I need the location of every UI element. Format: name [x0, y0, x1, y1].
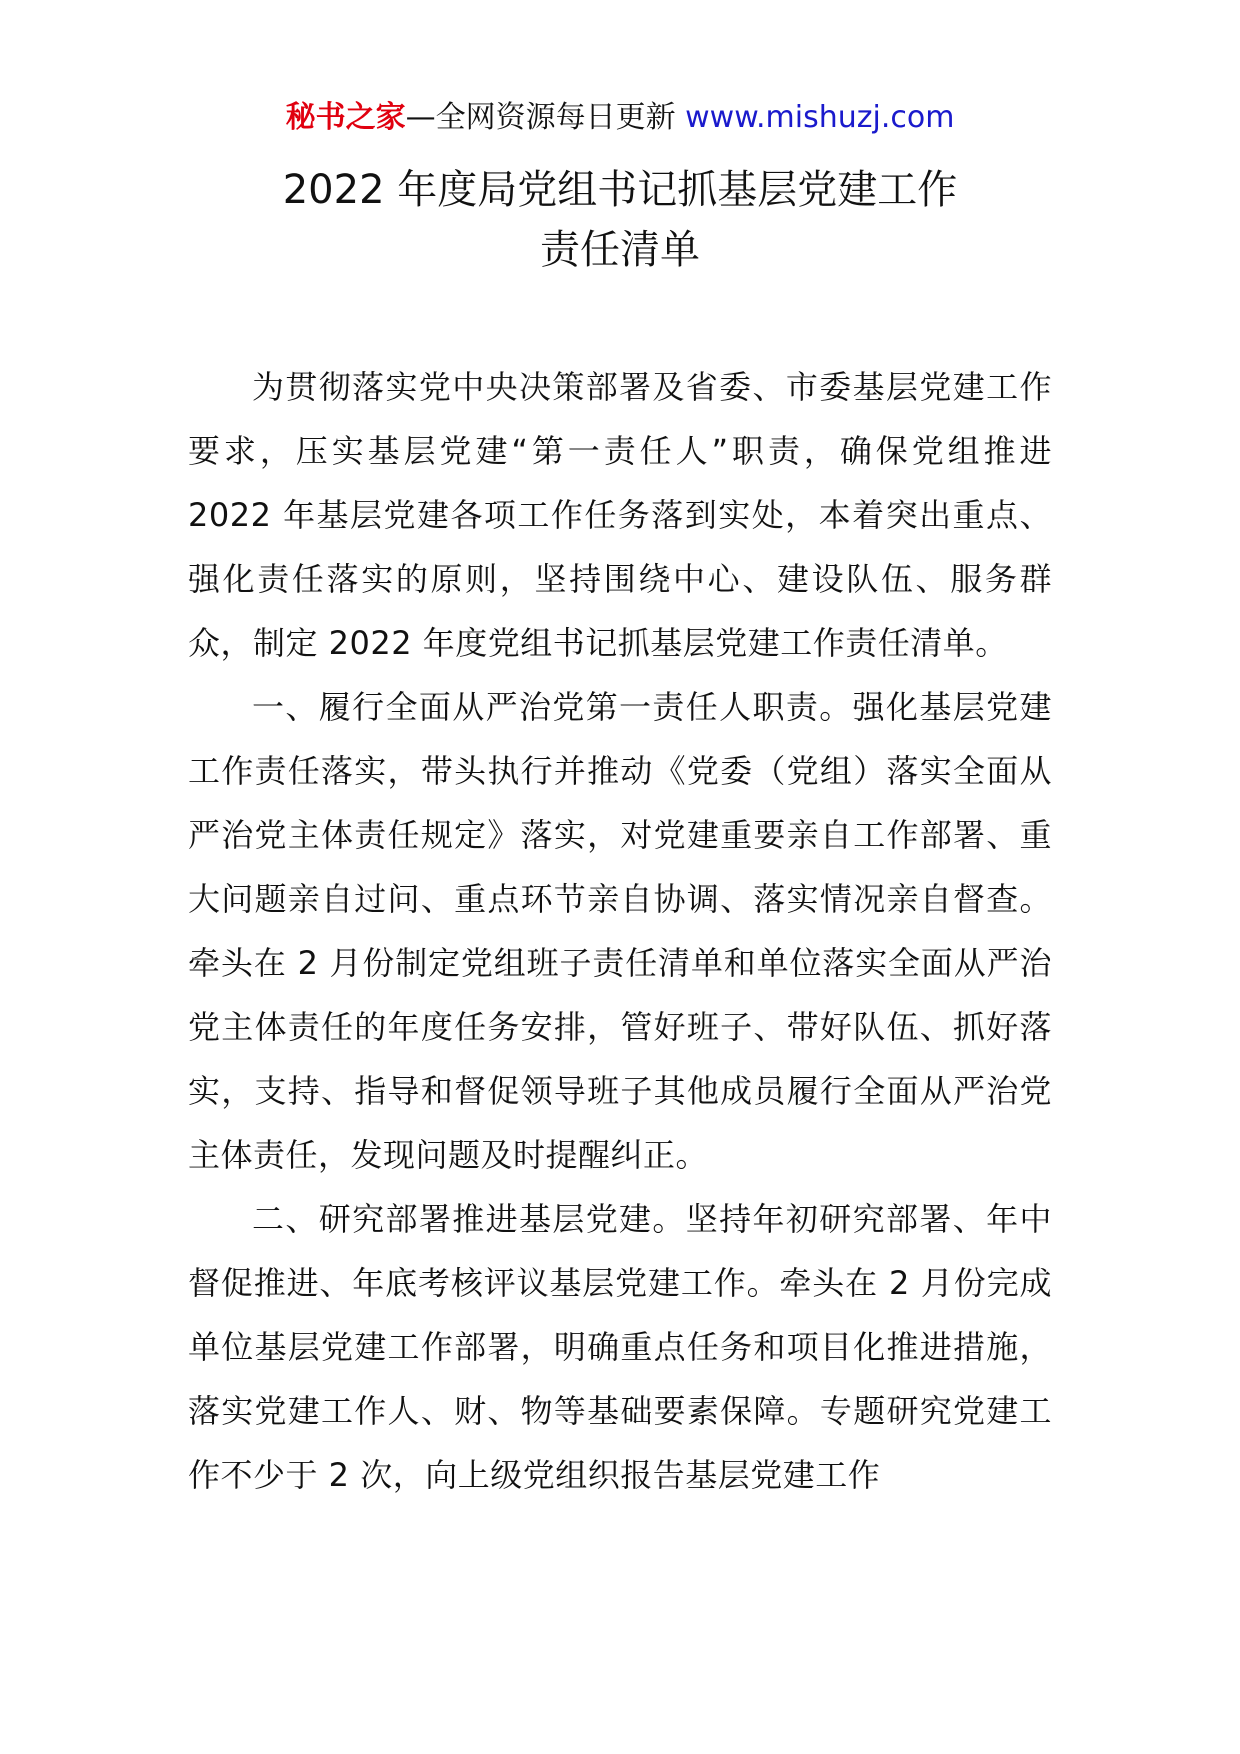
intro-paragraph: 为贯彻落实党中央决策部署及省委、市委基层党建工作要求，压实基层党建“第一责任人”职责，确保党组推进 2022 年基层党建各项工作任务落到实处，本着突出重点、强化责任落实的原则，坚持围绕中心、建设队伍、服务群众，制定 2022 年度党组书记抓基层党建工作责任清单。 [188, 368, 1052, 662]
site-banner [0, 96, 1240, 140]
section-2-paragraph: 二、研究部署推进基层党建。坚持年初研究部署、年中督促推进、年底考核评议基层党建工作。牵头在 2 月份完成单位基层党建工作部署，明确重点任务和项目化推进措施，落实党建工作人、财、物等基础要素保障。专题研究党建工作不少于 2 次，向上级党组织报告基层党建工作 [188, 1200, 1052, 1494]
document-body [188, 355, 1052, 1507]
document-title [0, 160, 1240, 280]
site-url-link[interactable]: www.mishuzj.com [685, 100, 955, 135]
site-tagline: —全网资源每日更新 [405, 100, 686, 135]
section-1-paragraph: 一、履行全面从严治党第一责任人职责。强化基层党建工作责任落实，带头执行并推动《党委（党组）落实全面从严治党主体责任规定》落实，对党建重要亲自工作部署、重大问题亲自过问、重点环节亲自协调、落实情况亲自督查。牵头在 2 月份制定党组班子责任清单和单位落实全面从严治党主体责任的年度任务安排，管好班子、带好队伍、抓好落实，支持、指导和督促领导班子其他成员履行全面从严治党主体责任，发现问题及时提醒纠正。 [188, 688, 1052, 1174]
site-brand: 秘书之家 [285, 100, 406, 135]
title-line-2: 责任清单 [540, 227, 700, 273]
title-line-1: 2022 年度局党组书记抓基层党建工作 [282, 167, 958, 213]
